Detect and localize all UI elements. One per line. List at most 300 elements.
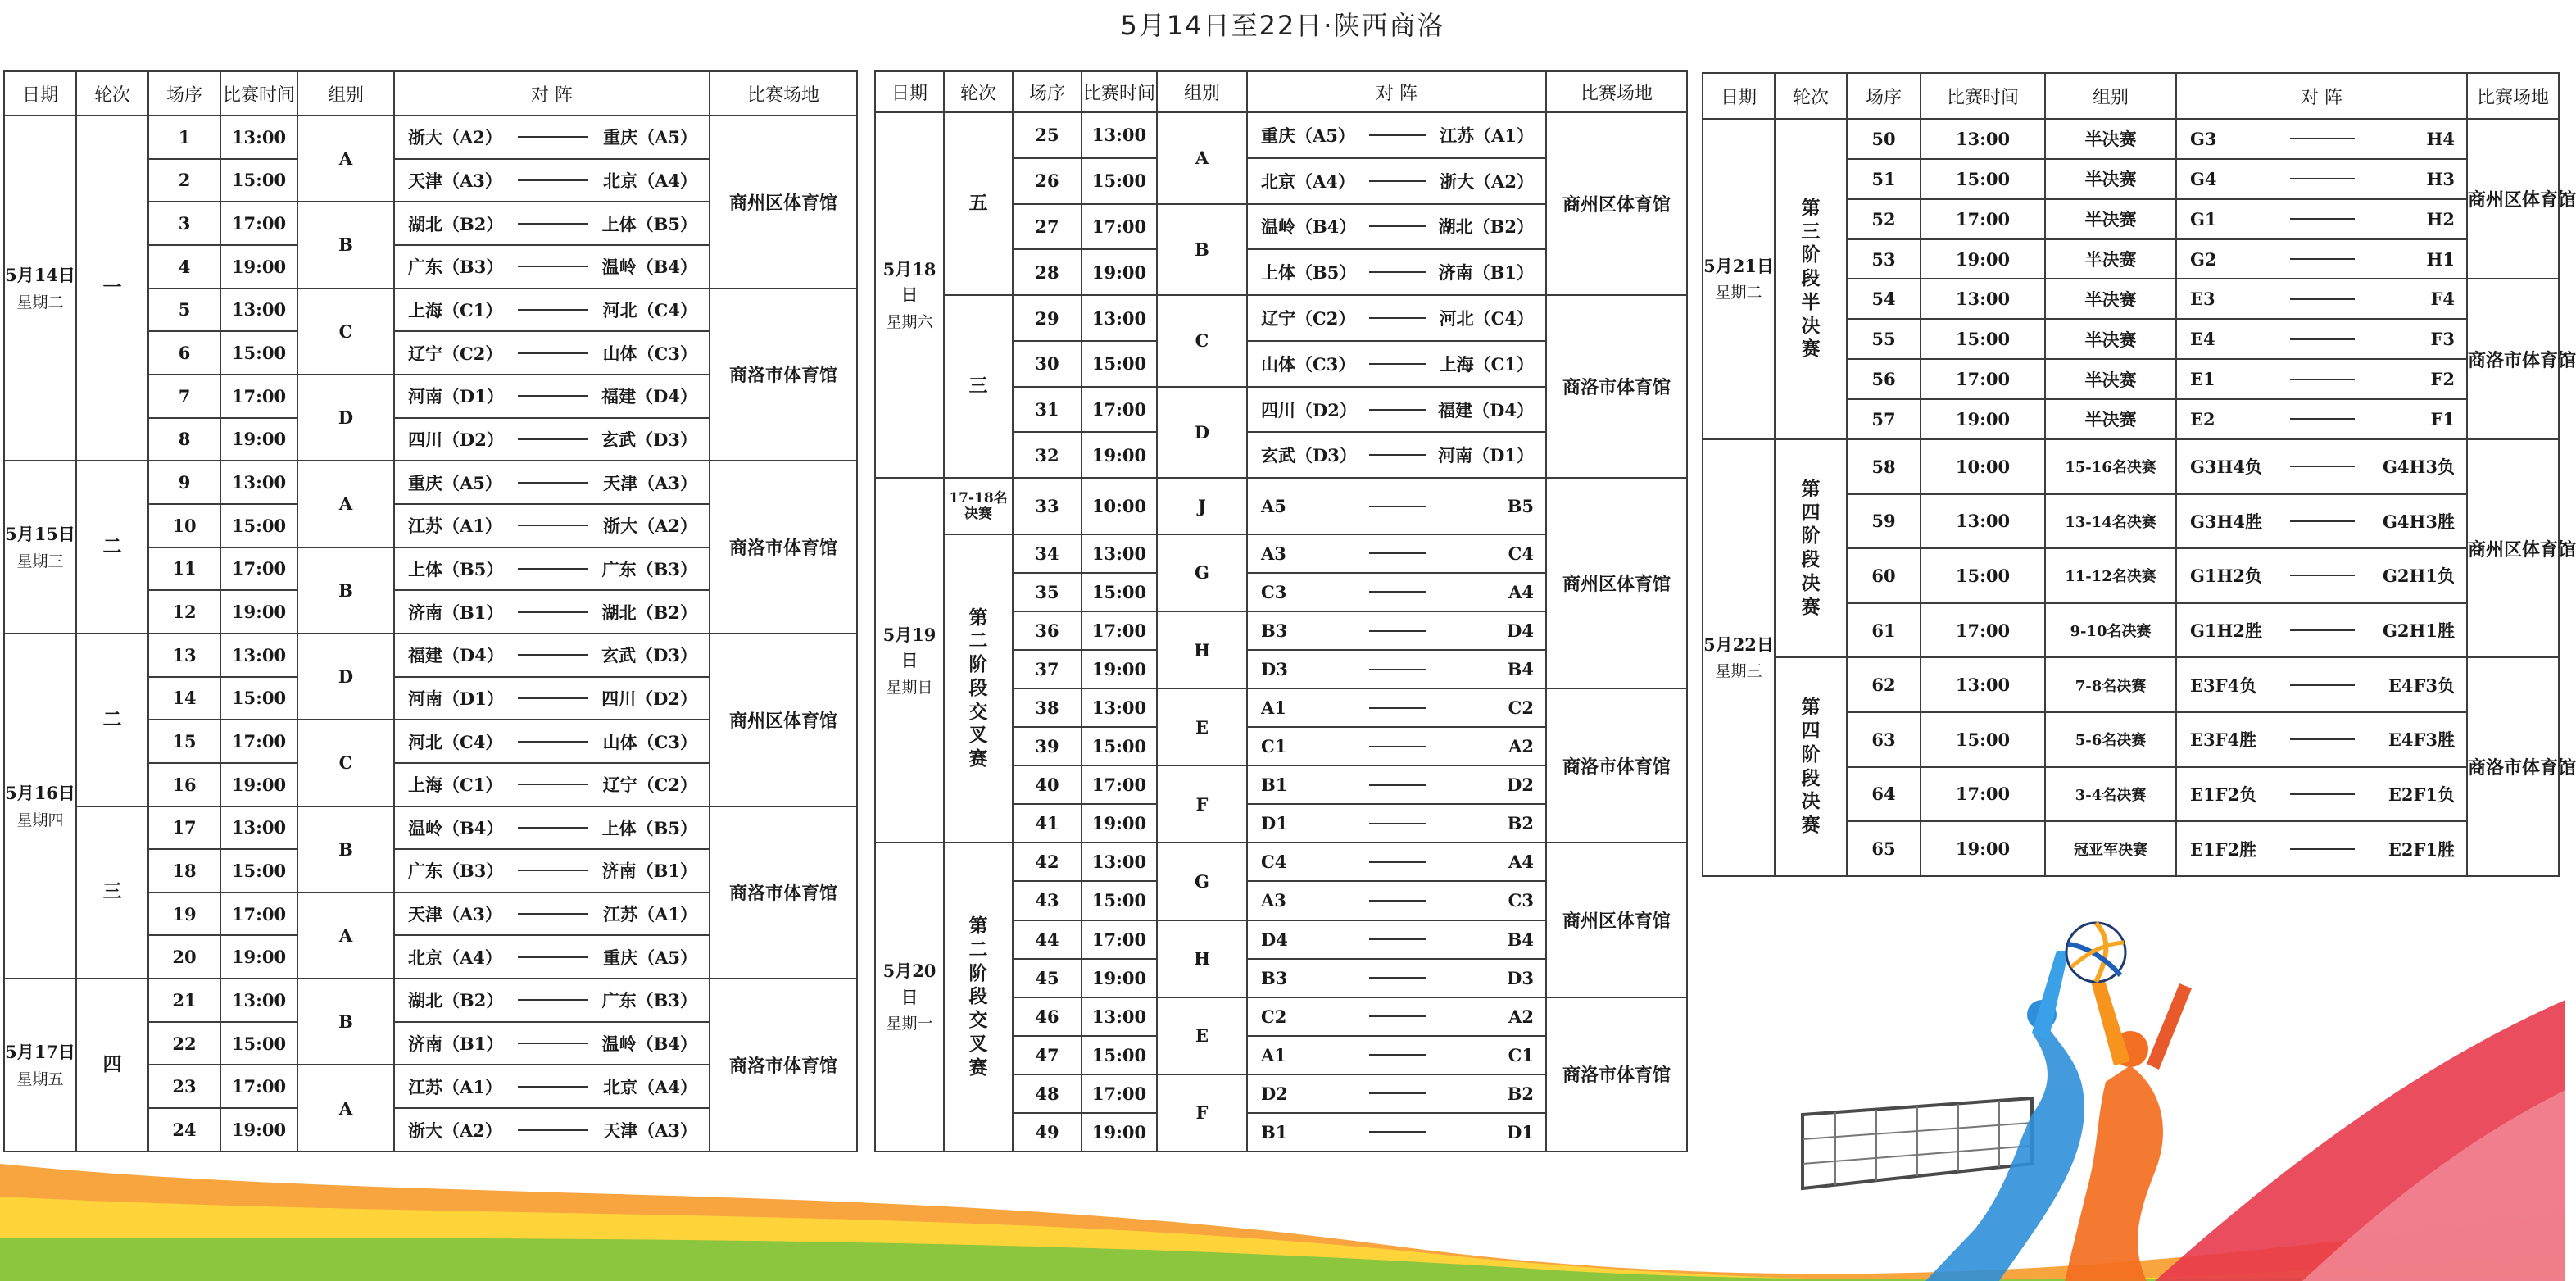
- match-time: 19:00: [1082, 650, 1157, 688]
- matchup: G3H4胜 G4H3胜: [2176, 494, 2467, 549]
- header-match-no: 场序: [1847, 73, 1921, 119]
- venue-cell: 商洛市体育馆: [2467, 279, 2559, 438]
- match-time: 13:00: [1082, 534, 1157, 573]
- header-venue: 比赛场地: [710, 71, 857, 116]
- table-row: [1703, 657, 2559, 712]
- round-cell: 三: [76, 806, 148, 979]
- table-row: [875, 478, 1687, 534]
- matchup: 玄武（D3） 河南（D1）: [1247, 432, 1546, 478]
- matchup: A1 C1: [1247, 1036, 1546, 1074]
- match-no: 59: [1847, 494, 1921, 549]
- header-date: 日期: [875, 71, 944, 112]
- table-row: [4, 806, 857, 850]
- match-time: 19:00: [1082, 1113, 1157, 1152]
- group-cell: B: [1157, 204, 1247, 296]
- match-time: 15:00: [1082, 881, 1157, 920]
- match-no: 20: [148, 935, 220, 979]
- venue-cell: 商洛市体育馆: [1546, 997, 1687, 1152]
- match-no: 29: [1013, 295, 1082, 341]
- group-cell: E: [1157, 997, 1247, 1074]
- match-no: 62: [1847, 657, 1921, 712]
- match-no: 5: [148, 288, 220, 332]
- group-cell: 半决赛: [2045, 159, 2176, 199]
- venue-cell: 商州区体育馆: [710, 116, 857, 288]
- group-cell: 半决赛: [2045, 399, 2176, 439]
- group-cell: 3-4名决赛: [2045, 767, 2176, 822]
- match-time: 17:00: [1921, 199, 2045, 239]
- matchup: 天津（A3） 北京（A4）: [394, 159, 710, 202]
- header-group: 组别: [2045, 73, 2176, 119]
- date-cell: 5月19日 星期日: [875, 478, 944, 843]
- matchup: B3 D3: [1247, 959, 1546, 997]
- matchup: 湖北（B2） 上体（B5）: [394, 202, 710, 245]
- match-no: 8: [148, 418, 220, 461]
- matchup: 济南（B1） 温岭（B4）: [394, 1022, 710, 1065]
- match-no: 52: [1847, 199, 1921, 239]
- match-time: 13:00: [220, 806, 297, 850]
- matchup: E4 F3: [2176, 319, 2467, 359]
- matchup: 重庆（A5） 天津（A3）: [394, 461, 710, 504]
- group-cell: G: [1157, 534, 1247, 611]
- match-time: 15:00: [220, 331, 297, 375]
- matchup: G2 H1: [2176, 239, 2467, 279]
- matchup: E3F4胜 E4F3胜: [2176, 712, 2467, 767]
- venue-cell: 商州区体育馆: [2467, 119, 2559, 279]
- group-cell: 半决赛: [2045, 239, 2176, 279]
- round-cell: [1775, 657, 1847, 876]
- match-time: 19:00: [220, 1108, 297, 1152]
- date-cell: 5月14日 星期二: [4, 116, 76, 461]
- matchup: C1 A2: [1247, 727, 1546, 765]
- matchup: E1 F2: [2176, 359, 2467, 399]
- header-matchup: 对 阵: [1247, 71, 1546, 112]
- match-time: 19:00: [1082, 959, 1157, 997]
- round-cell: [944, 534, 1013, 843]
- match-time: 15:00: [220, 504, 297, 547]
- venue-cell: 商洛市体育馆: [1546, 295, 1687, 478]
- match-no: 60: [1847, 548, 1921, 603]
- volleyball-players-illustration: [1786, 918, 2245, 1281]
- match-time: 17:00: [220, 720, 297, 763]
- matchup: C4 A4: [1247, 843, 1546, 881]
- page-title: 5月14日至22日·陕西商洛: [1120, 10, 1445, 41]
- matchup: 河南（D1） 四川（D2）: [394, 677, 710, 720]
- stage-label: 第四阶段决赛: [1801, 477, 1821, 618]
- header-time: 比赛时间: [1921, 73, 2045, 119]
- venue-cell: 商洛市体育馆: [1546, 688, 1687, 843]
- matchup: 北京（A4） 重庆（A5）: [394, 935, 710, 979]
- match-no: 18: [148, 849, 220, 893]
- match-time: 13:00: [220, 116, 297, 159]
- match-no: 12: [148, 590, 220, 634]
- match-time: 19:00: [1082, 249, 1157, 295]
- volleyball-net-icon: [1803, 1098, 2032, 1188]
- match-no: 23: [148, 1065, 220, 1108]
- matchup: 广东（B3） 温岭（B4）: [394, 245, 710, 288]
- matchup: 上海（C1） 辽宁（C2）: [394, 763, 710, 806]
- group-cell: F: [1157, 1074, 1247, 1152]
- group-cell: 半决赛: [2045, 359, 2176, 399]
- match-time: 19:00: [220, 935, 297, 979]
- table-row: [1703, 439, 2559, 494]
- match-no: 39: [1013, 727, 1082, 765]
- match-time: 15:00: [1921, 159, 2045, 199]
- match-no: 32: [1013, 432, 1082, 478]
- match-no: 16: [148, 763, 220, 806]
- header-match-no: 场序: [148, 71, 220, 116]
- match-no: 50: [1847, 119, 1921, 159]
- matchup: D1 B2: [1247, 804, 1546, 843]
- match-no: 34: [1013, 534, 1082, 573]
- group-cell: A: [297, 461, 394, 547]
- match-no: 40: [1013, 765, 1082, 804]
- header-date: 日期: [4, 71, 76, 116]
- match-time: 15:00: [220, 677, 297, 720]
- match-no: 13: [148, 634, 220, 677]
- volleyball-icon: [2063, 920, 2129, 985]
- match-time: 13:00: [1082, 997, 1157, 1036]
- group-cell: 半决赛: [2045, 279, 2176, 319]
- date-cell: 5月21日 星期二: [1703, 119, 1775, 439]
- match-time: 13:00: [220, 461, 297, 504]
- match-time: 15:00: [220, 1022, 297, 1065]
- header-venue: 比赛场地: [1546, 71, 1687, 112]
- table-row: [4, 634, 857, 677]
- round-cell: [944, 843, 1013, 1152]
- group-cell: H: [1157, 920, 1247, 997]
- group-cell: A: [297, 893, 394, 979]
- header-matchup: 对 阵: [394, 71, 710, 116]
- group-cell: D: [297, 375, 394, 461]
- match-no: 2: [148, 159, 220, 202]
- venue-cell: 商州区体育馆: [1546, 478, 1687, 688]
- round-cell: 三: [944, 295, 1013, 478]
- group-cell: B: [297, 979, 394, 1065]
- match-no: 54: [1847, 279, 1921, 319]
- matchup: 广东（B3） 济南（B1）: [394, 849, 710, 893]
- matchup: 温岭（B4） 上体（B5）: [394, 806, 710, 850]
- match-time: 15:00: [1082, 341, 1157, 387]
- match-no: 65: [1847, 821, 1921, 876]
- table-row: [875, 295, 1687, 341]
- table-header-row: [4, 71, 857, 116]
- match-no: 24: [148, 1108, 220, 1152]
- match-no: 36: [1013, 611, 1082, 650]
- match-no: 57: [1847, 399, 1921, 439]
- match-no: 25: [1013, 112, 1082, 158]
- table-row: [4, 979, 857, 1022]
- matchup: 上体（B5） 济南（B1）: [1247, 249, 1546, 295]
- header-round: 轮次: [76, 71, 148, 116]
- group-cell: C: [297, 720, 394, 806]
- date-cell: 5月22日 星期三: [1703, 439, 1775, 876]
- match-time: 13:00: [1921, 494, 2045, 549]
- header-venue: 比赛场地: [2467, 73, 2559, 119]
- stage-label: 第三阶段半决赛: [1801, 196, 1821, 361]
- matchup: B1 D2: [1247, 765, 1546, 804]
- match-no: 4: [148, 245, 220, 288]
- header-time: 比赛时间: [1082, 71, 1157, 112]
- venue-cell: 商洛市体育馆: [710, 288, 857, 461]
- matchup: G1H2负 G2H1负: [2176, 548, 2467, 603]
- match-time: 13:00: [220, 288, 297, 332]
- match-no: 58: [1847, 439, 1921, 494]
- match-time: 19:00: [1921, 239, 2045, 279]
- match-time: 17:00: [1082, 1074, 1157, 1113]
- group-cell: 15-16名决赛: [2045, 439, 2176, 494]
- group-cell: 7-8名决赛: [2045, 657, 2176, 712]
- venue-cell: 商州区体育馆: [1546, 112, 1687, 295]
- match-time: 13:00: [1082, 843, 1157, 881]
- venue-cell: 商州区体育馆: [2467, 439, 2559, 658]
- round-cell: 五: [944, 112, 1013, 295]
- group-cell: 13-14名决赛: [2045, 494, 2176, 549]
- group-cell: 半决赛: [2045, 199, 2176, 239]
- group-cell: 半决赛: [2045, 119, 2176, 159]
- matchup: 湖北（B2） 广东（B3）: [394, 979, 710, 1022]
- matchup: G3 H4: [2176, 119, 2467, 159]
- match-time: 15:00: [1082, 573, 1157, 611]
- match-time: 15:00: [1921, 319, 2045, 359]
- matchup: C3 A4: [1247, 573, 1546, 611]
- match-time: 17:00: [1082, 611, 1157, 650]
- match-time: 17:00: [220, 893, 297, 936]
- match-no: 45: [1013, 959, 1082, 997]
- group-cell: 冠亚军决赛: [2045, 821, 2176, 876]
- match-no: 49: [1013, 1113, 1082, 1152]
- match-no: 19: [148, 893, 220, 936]
- matchup: 江苏（A1） 浙大（A2）: [394, 504, 710, 547]
- schedule-table-1: [3, 70, 858, 1152]
- group-cell: B: [297, 202, 394, 288]
- match-time: 17:00: [1921, 603, 2045, 658]
- matchup: A3 C3: [1247, 881, 1546, 920]
- match-no: 56: [1847, 359, 1921, 399]
- matchup: B1 D1: [1247, 1113, 1546, 1152]
- match-no: 64: [1847, 767, 1921, 822]
- match-no: 38: [1013, 688, 1082, 727]
- match-no: 27: [1013, 204, 1082, 250]
- matchup: A1 C2: [1247, 688, 1546, 727]
- table-row: [4, 116, 857, 159]
- matchup: E1F2胜 E2F1胜: [2176, 821, 2467, 876]
- match-no: 9: [148, 461, 220, 504]
- matchup: G1 H2: [2176, 199, 2467, 239]
- matchup: E1F2负 E2F1负: [2176, 767, 2467, 822]
- match-no: 7: [148, 375, 220, 418]
- matchup: 辽宁（C2） 河北（C4）: [1247, 295, 1546, 341]
- match-time: 19:00: [220, 245, 297, 288]
- match-no: 47: [1013, 1036, 1082, 1074]
- header-round: 轮次: [944, 71, 1013, 112]
- matchup: 重庆（A5） 江苏（A1）: [1247, 112, 1546, 158]
- schedule-table-3: [1702, 72, 2576, 877]
- table-row: [4, 461, 857, 504]
- matchup: E3F4负 E4F3负: [2176, 657, 2467, 712]
- matchup: 浙大（A2） 天津（A3）: [394, 1108, 710, 1152]
- match-time: 13:00: [1921, 657, 2045, 712]
- matchup: 北京（A4） 浙大（A2）: [1247, 158, 1546, 204]
- match-no: 63: [1847, 712, 1921, 767]
- match-time: 15:00: [220, 849, 297, 893]
- header-time: 比赛时间: [220, 71, 297, 116]
- match-time: 17:00: [1082, 204, 1157, 250]
- group-cell: D: [1157, 387, 1247, 479]
- match-time: 15:00: [1082, 727, 1157, 765]
- match-no: 35: [1013, 573, 1082, 611]
- match-no: 17: [148, 806, 220, 850]
- match-time: 15:00: [1082, 1036, 1157, 1074]
- round-cell: [1775, 119, 1847, 439]
- matchup: 上海（C1） 河北（C4）: [394, 288, 710, 332]
- venue-cell: 商洛市体育馆: [710, 806, 857, 979]
- match-time: 13:00: [1921, 279, 2045, 319]
- header-group: 组别: [1157, 71, 1247, 112]
- match-no: 28: [1013, 249, 1082, 295]
- match-no: 14: [148, 677, 220, 720]
- match-time: 15:00: [1082, 158, 1157, 204]
- matchup: A3 C4: [1247, 534, 1546, 573]
- group-cell: A: [297, 1065, 394, 1152]
- matchup: B3 D4: [1247, 611, 1546, 650]
- matchup: A5 B5: [1247, 478, 1546, 534]
- match-no: 15: [148, 720, 220, 763]
- match-no: 33: [1013, 478, 1082, 534]
- matchup: 温岭（B4） 湖北（B2）: [1247, 204, 1546, 250]
- match-time: 19:00: [220, 590, 297, 634]
- matchup: E2 F1: [2176, 399, 2467, 439]
- group-cell: D: [297, 634, 394, 720]
- match-no: 3: [148, 202, 220, 245]
- match-time: 13:00: [1082, 112, 1157, 158]
- match-time: 19:00: [1921, 399, 2045, 439]
- match-time: 13:00: [1082, 688, 1157, 727]
- match-time: 19:00: [220, 763, 297, 806]
- date-cell: 5月20日 星期一: [875, 843, 944, 1152]
- group-cell: 9-10名决赛: [2045, 603, 2176, 658]
- matchup: 上体（B5） 广东（B3）: [394, 547, 710, 591]
- match-no: 37: [1013, 650, 1082, 688]
- match-time: 19:00: [1921, 821, 2045, 876]
- matchup: 济南（B1） 湖北（B2）: [394, 590, 710, 634]
- match-time: 19:00: [1082, 432, 1157, 478]
- venue-cell: 商洛市体育馆: [710, 461, 857, 634]
- match-time: 10:00: [1082, 478, 1157, 534]
- table-header-row: [875, 71, 1687, 112]
- group-cell: B: [297, 806, 394, 893]
- group-cell: F: [1157, 765, 1247, 843]
- match-no: 53: [1847, 239, 1921, 279]
- group-cell: 5-6名决赛: [2045, 712, 2176, 767]
- match-no: 26: [1013, 158, 1082, 204]
- header-match-no: 场序: [1013, 71, 1082, 112]
- match-time: 17:00: [1921, 359, 2045, 399]
- group-cell: 半决赛: [2045, 319, 2176, 359]
- stage-label: 第四阶段决赛: [1801, 696, 1821, 837]
- matchup: G3H4负 G4H3负: [2176, 439, 2467, 494]
- match-no: 42: [1013, 843, 1082, 881]
- match-time: 17:00: [220, 375, 297, 418]
- match-time: 17:00: [1082, 920, 1157, 959]
- match-no: 43: [1013, 881, 1082, 920]
- header-date: 日期: [1703, 73, 1775, 119]
- match-time: 17:00: [220, 1065, 297, 1108]
- match-no: 44: [1013, 920, 1082, 959]
- match-no: 30: [1013, 341, 1082, 387]
- match-no: 55: [1847, 319, 1921, 359]
- date-cell: 5月16日 星期四: [4, 634, 76, 979]
- schedule-table-2: [874, 70, 1688, 1152]
- match-no: 22: [148, 1022, 220, 1065]
- venue-cell: 商洛市体育馆: [2467, 657, 2559, 876]
- matchup: 河南（D1） 福建（D4）: [394, 375, 710, 418]
- matchup: 江苏（A1） 北京（A4）: [394, 1065, 710, 1108]
- table-row: [1703, 119, 2559, 159]
- match-time: 17:00: [1082, 765, 1157, 804]
- match-no: 11: [148, 547, 220, 591]
- match-no: 51: [1847, 159, 1921, 199]
- round-cell: [1775, 439, 1847, 658]
- group-cell: G: [1157, 843, 1247, 920]
- match-no: 41: [1013, 804, 1082, 843]
- match-time: 17:00: [220, 202, 297, 245]
- group-cell: J: [1157, 478, 1247, 534]
- group-cell: 11-12名决赛: [2045, 548, 2176, 603]
- match-no: 31: [1013, 387, 1082, 433]
- matchup: D3 B4: [1247, 650, 1546, 688]
- venue-cell: 商洛市体育馆: [710, 979, 857, 1152]
- match-time: 17:00: [1082, 387, 1157, 433]
- match-no: 10: [148, 504, 220, 547]
- round-cell: 二: [76, 634, 148, 806]
- match-no: 1: [148, 116, 220, 159]
- date-cell: 5月18日 星期六: [875, 112, 944, 478]
- match-time: 17:00: [1921, 767, 2045, 822]
- match-no: 61: [1847, 603, 1921, 658]
- matchup: 天津（A3） 江苏（A1）: [394, 893, 710, 936]
- group-cell: H: [1157, 611, 1247, 688]
- group-cell: A: [1157, 112, 1247, 204]
- round-cell: 二: [76, 461, 148, 634]
- matchup: G4 H3: [2176, 159, 2467, 199]
- match-time: 15:00: [1921, 712, 2045, 767]
- matchup: 山体（C3） 上海（C1）: [1247, 341, 1546, 387]
- match-no: 46: [1013, 997, 1082, 1036]
- match-time: 15:00: [220, 159, 297, 202]
- match-time: 19:00: [220, 418, 297, 461]
- matchup: 河北（C4） 山体（C3）: [394, 720, 710, 763]
- venue-cell: 商州区体育馆: [710, 634, 857, 806]
- table-row: [875, 112, 1687, 158]
- group-cell: C: [297, 288, 394, 375]
- stage-label: 第二阶段交叉赛: [968, 606, 988, 770]
- matchup: 浙大（A2） 重庆（A5）: [394, 116, 710, 159]
- matchup: 辽宁（C2） 山体（C3）: [394, 331, 710, 375]
- matchup: D4 B4: [1247, 920, 1546, 959]
- matchup: E3 F4: [2176, 279, 2467, 319]
- round-cell: 17-18名决赛: [944, 478, 1013, 534]
- match-time: 15:00: [1921, 548, 2045, 603]
- matchup: D2 B2: [1247, 1074, 1546, 1113]
- table-header-row: [1703, 73, 2559, 119]
- matchup: 四川（D2） 福建（D4）: [1247, 387, 1546, 433]
- header-matchup: 对 阵: [2176, 73, 2467, 119]
- match-time: 17:00: [220, 547, 297, 591]
- match-time: 13:00: [220, 634, 297, 677]
- matchup: 福建（D4） 玄武（D3）: [394, 634, 710, 677]
- match-time: 10:00: [1921, 439, 2045, 494]
- match-time: 13:00: [1082, 295, 1157, 341]
